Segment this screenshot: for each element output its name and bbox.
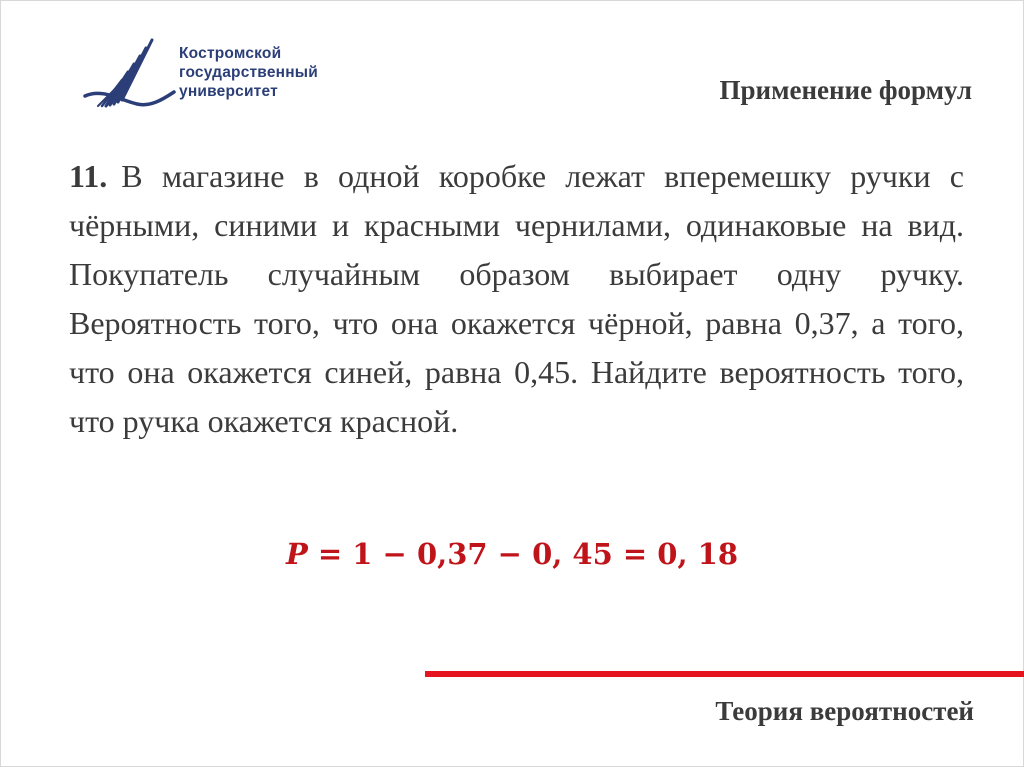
- logo-line-2: государственный: [179, 64, 318, 81]
- logo-line-1: Костромской: [179, 45, 282, 62]
- logo-text: [179, 44, 318, 101]
- footer-title: Теория вероятностей: [715, 696, 974, 726]
- logo-line-3: университет: [179, 83, 278, 100]
- slide-title: Применение формул: [719, 75, 972, 105]
- university-logo: [82, 34, 352, 114]
- problem-number: 11.: [69, 158, 108, 194]
- formula-variable: P: [285, 537, 308, 571]
- problem-text-block: [69, 152, 964, 446]
- formula-expression: = 1 − 0,37 − 0, 45 = 0, 18: [307, 537, 739, 571]
- university-wave-logo-icon: [82, 34, 177, 114]
- footer-divider-line: [425, 671, 1024, 677]
- solution-formula: [0, 537, 1024, 571]
- problem-statement: В магазине в одной коробке лежат вперемешку ручки с чёрными, синими и красными чернилами, одинаковые на вид. Покупатель случайным образом выбирает одну ручку. Вероятность того, что она окажется чёрной, равна 0,37, а того, что она окажется синей, равна 0,45. Найдите вероятность того, что ручка окажется красной.: [69, 158, 964, 439]
